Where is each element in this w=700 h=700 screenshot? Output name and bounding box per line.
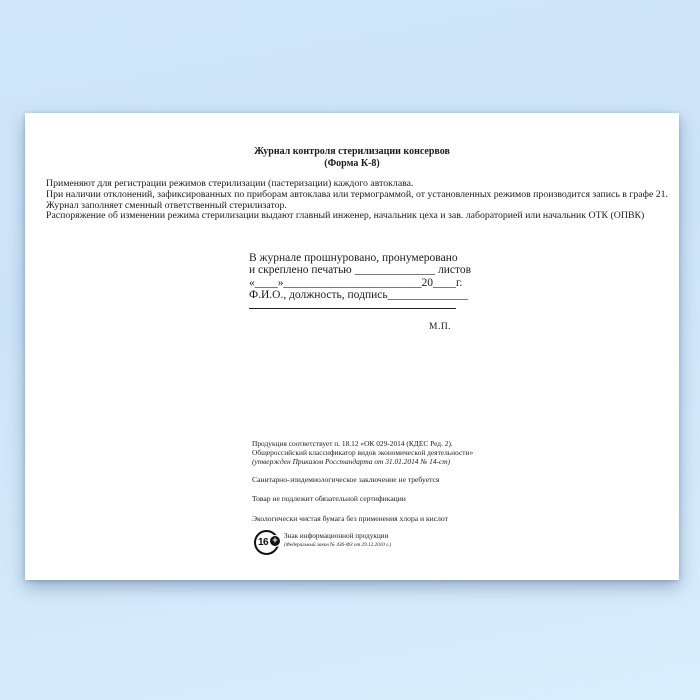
eco-paper-note: Экологически чистая бумага без применения хлора и кислот (252, 514, 448, 523)
intro-line: Применяют для регистрации режимов стерилизации (пастеризации) каждого автоклава. (46, 178, 414, 189)
info-sign-title: Знак информационной продукции (284, 532, 389, 540)
age-rating-number: 16 (258, 537, 269, 548)
binding-line: «____»________________________20____г. (249, 276, 463, 289)
conformity-block (252, 439, 473, 467)
binding-line: В журнале прошнуровано, пронумеровано (249, 252, 458, 264)
conformity-line: Продукция соответствует п. 18.12 «ОК 029-2014 (КДЕС Ред. 2). (252, 439, 453, 448)
age-rating-icon (254, 530, 279, 555)
document-page (25, 113, 679, 580)
signature-rule (249, 308, 456, 309)
intro-line: При наличии отклонений, зафиксированных по приборам автоклава или термограммой, от установленных режимов производится запись в графе 21. (46, 188, 669, 200)
binding-statement-block (249, 252, 471, 302)
binding-line: Ф.И.О., должность, подпись______________ (249, 289, 469, 302)
intro-line: Журнал заполняет сменный ответственный стерилизатор. (46, 199, 287, 211)
info-sign-law-reference: (Федеральный закон № 436-ФЗ от 29.12.2010 г.) (284, 542, 392, 548)
binding-line: и скреплено печатью ______________ листов (249, 264, 472, 277)
intro-line: Распоряжение об изменении режима стерилизации выдают главный инженер, начальник цеха и зав. лабораторией или начальник ОТК (ОПВК) (46, 210, 645, 222)
sanitary-note: Санитарно-эпидемиологическое заключение не требуется (252, 475, 440, 484)
form-subtitle: (Форма К-8) (324, 157, 380, 169)
document-title-block (25, 146, 679, 169)
conformity-line: Общероссийский классификатор видов экономической деятельности» (252, 448, 474, 458)
page-title: Журнал контроля стерилизации консервов (254, 146, 450, 157)
certification-note: Товар не подлежит обязательной сертификации (252, 494, 406, 503)
conformity-decree-line: (утвержден Приказом Росстандарта от 31.01.2014 № 14-ст) (252, 457, 451, 467)
stamp-place-label: М.П. (429, 322, 452, 332)
age-rating-plus-icon: + (269, 535, 281, 547)
intro-paragraph (46, 179, 668, 222)
